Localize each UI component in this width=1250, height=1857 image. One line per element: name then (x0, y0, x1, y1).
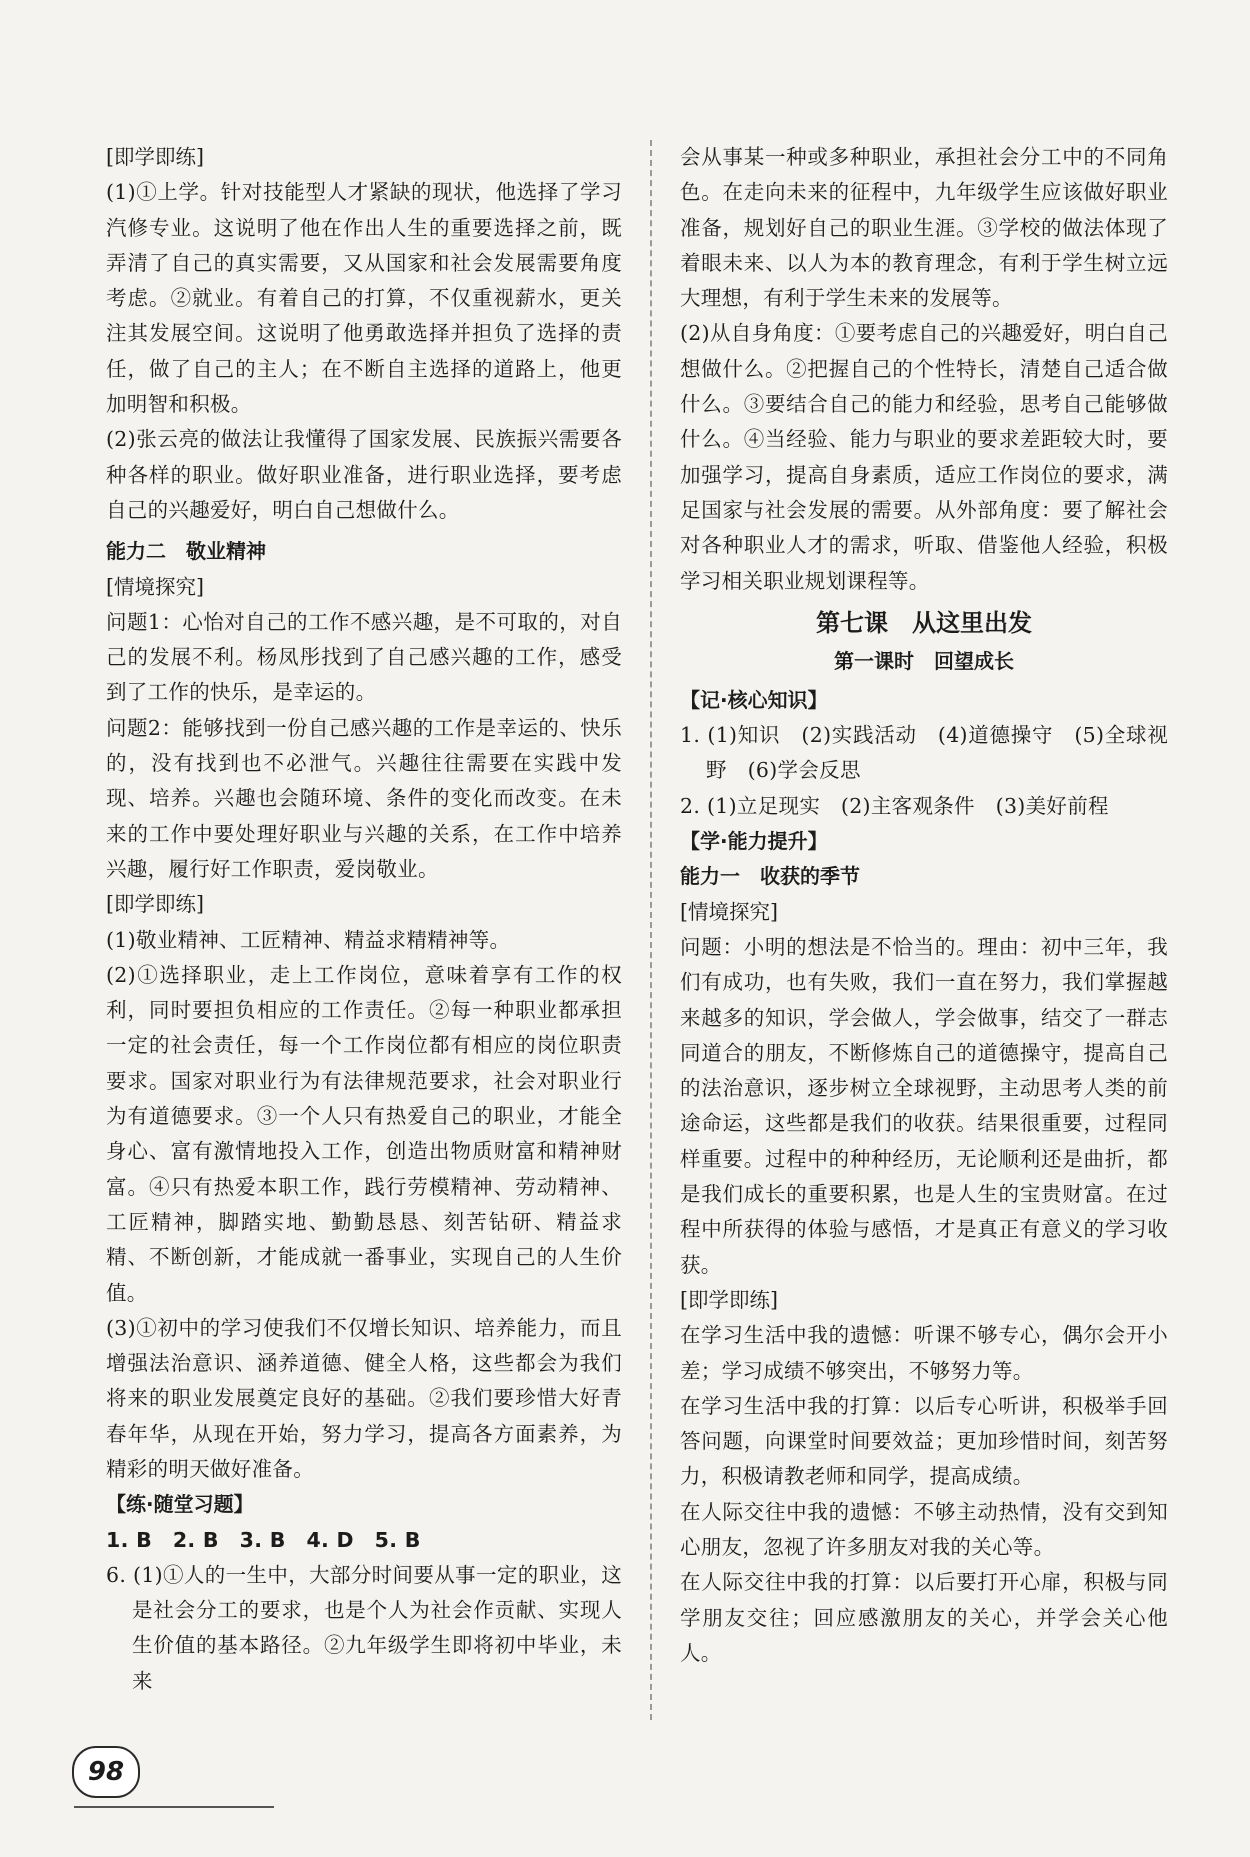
section-label: [即学即练] (106, 145, 204, 169)
answer-paragraph: 在人际交往中我的遗憾：不够主动热情，没有交到知心朋友，忽视了许多朋友对我的关心等。 (680, 1499, 1168, 1559)
core-knowledge-heading: 【记·核心知识】 (680, 687, 828, 712)
answer-paragraph: (1)敬业精神、工匠精神、精益求精精神等。 (106, 927, 511, 952)
period-title: 第一课时 回望成长 (834, 648, 1014, 673)
section-label: [即学即练] (106, 892, 204, 917)
page-number: 98 (72, 1746, 140, 1798)
answer-paragraph: (1)①上学。针对技能型人才紧缺的现状，他选择了学习汽修专业。这说明了他在作出人生的重要选择之前，既弄清了自己的真实需要，又从国家和社会发展需要角度考虑。②就业。有着自己的打算，不仅重视薪水，更关注其发展空间。这说明了他勇敢选择并担负了选择的责任，做了自己的主人；在不断自主选择的道路上，他更加明智和积极。 (106, 180, 622, 417)
answer-paragraph: (2)从自身角度：①要考虑自己的兴趣爱好，明白自己想做什么。②把握自己的个性特长，清楚自己适合做什么。③要结合自己的能力和经验，思考自己能够做什么。④当经验、能力与职业的要求差距较大时，要加强学习，提高自身素质，适应工作岗位的要求，满足国家与社会发展的需要。从外部角度：要了解社会对各种职业人才的需求，听取、借鉴他人经验，积极学习相关职业规划课程等。 (680, 321, 1168, 593)
answer-paragraph: (2)张云亮的做法让我懂得了国家发展、民族振兴需要各种各样的职业。做好职业准备，进行职业选择，要考虑自己的兴趣爱好，明白自己想做什么。 (106, 427, 622, 522)
learn-heading: 【学·能力提升】 (680, 829, 828, 854)
section-label: [即学即练] (680, 1287, 778, 1312)
practice-heading: 【练·随堂习题】 (106, 1492, 254, 1517)
answer-paragraph: 会从事某一种或多种职业，承担社会分工中的不同角色。在走向未来的征程中，九年级学生应该做好职业准备，规划好自己的职业生涯。③学校的做法体现了着眼未来、以人为本的教育理念，有利于学生树立远大理想，有利于学生未来的发展等。 (680, 145, 1168, 311)
answer-paragraph: 在学习生活中我的打算：以后专心听讲，积极举手回答问题，向课堂时间要效益；更加珍惜时间，刻苦努力，积极请教老师和同学，提高成绩。 (680, 1393, 1168, 1489)
answer-paragraph: 问题1：心怡对自己的工作不感兴趣，是不可取的，对自己的发展不利。杨凤彤找到了自己感兴趣的工作，感受到了工作的快乐，是幸运的。 (106, 609, 622, 705)
multiple-choice-answers: 1. B 2. B 3. B 4. D 5. B (106, 1527, 421, 1552)
section-label: [情境探究] (680, 899, 778, 924)
left-column (106, 140, 622, 1699)
answer-paragraph: 在人际交往中我的打算：以后要打开心扉，积极与同学朋友交往；回应感激朋友的关心，并学会关心他人。 (680, 1570, 1168, 1665)
ability-heading: 能力一 收获的季节 (680, 864, 860, 889)
lesson-title: 第七课 从这里出发 (816, 608, 1032, 637)
column-divider (650, 140, 652, 1720)
right-column (680, 140, 1168, 1671)
answer-paragraph: 6. (1)①人的一生中，大部分时间要从事一定的职业，这是社会分工的要求，也是个人为社会作贡献、实现人生价值的基本路径。②九年级学生即将初中毕业，未来 (106, 1562, 622, 1693)
section-label: [情境探究] (106, 574, 204, 599)
ability-heading: 能力二 敬业精神 (106, 539, 266, 564)
footer-rule (74, 1806, 274, 1808)
core-knowledge-item: 1. (1)知识 (2)实践活动 (4)道德操守 (5)全球视野 (6)学会反思 (680, 723, 1168, 783)
answer-paragraph: 在学习生活中我的遗憾：听课不够专心，偶尔会开小差；学习成绩不够突出，不够努力等。 (680, 1323, 1168, 1383)
answer-paragraph: (3)①初中的学习使我们不仅增长知识、培养能力，而且增强法治意识、涵养道德、健全人格，这些都会为我们将来的职业发展奠定良好的基础。②我们要珍惜大好青春年华，从现在开始，努力学习，提高各方面素养，为精彩的明天做好准备。 (106, 1315, 622, 1481)
answer-paragraph: 问题2：能够找到一份自己感兴趣的工作是幸运的、快乐的，没有找到也不必泄气。兴趣往往需要在实践中发现、培养。兴趣也会随环境、条件的变化而改变。在未来的工作中要处理好职业与兴趣的关系，在工作中培养兴趣，履行好工作职责，爱岗敬业。 (106, 715, 622, 881)
answer-paragraph: (2)①选择职业，走上工作岗位，意味着享有工作的权利，同时要担负相应的工作责任。②每一种职业都承担一定的社会责任，每一个工作岗位都有相应的岗位职责要求。国家对职业行为有法律规范要求，社会对职业行为有道德要求。③一个人只有热爱自己的职业，才能全身心、富有激情地投入工作，创造出物质财富和精神财富。④只有热爱本职工作，践行劳模精神、劳动精神、工匠精神，脚踏实地、勤勤恳恳、刻苦钻研、精益求精、不断创新，才能成就一番事业，实现自己的人生价值。 (106, 962, 622, 1305)
answer-paragraph: 问题：小明的想法是不恰当的。理由：初中三年，我们有成功，也有失败，我们一直在努力，我们掌握越来越多的知识，学会做人，学会做事，结交了一群志同道合的朋友，不断修炼自己的道德操守，提高自己的法治意识，逐步树立全球视野，主动思考人类的前途命运，这些都是我们的收获。结果很重要，过程同样重要。过程中的种种经历，无论顺利还是曲折，都是我们成长的重要积累，也是人生的宝贵财富。在过程中所获得的体验与感悟，才是真正有意义的学习收获。 (680, 934, 1168, 1277)
core-knowledge-item: 2. (1)立足现实 (2)主客观条件 (3)美好前程 (680, 793, 1109, 818)
